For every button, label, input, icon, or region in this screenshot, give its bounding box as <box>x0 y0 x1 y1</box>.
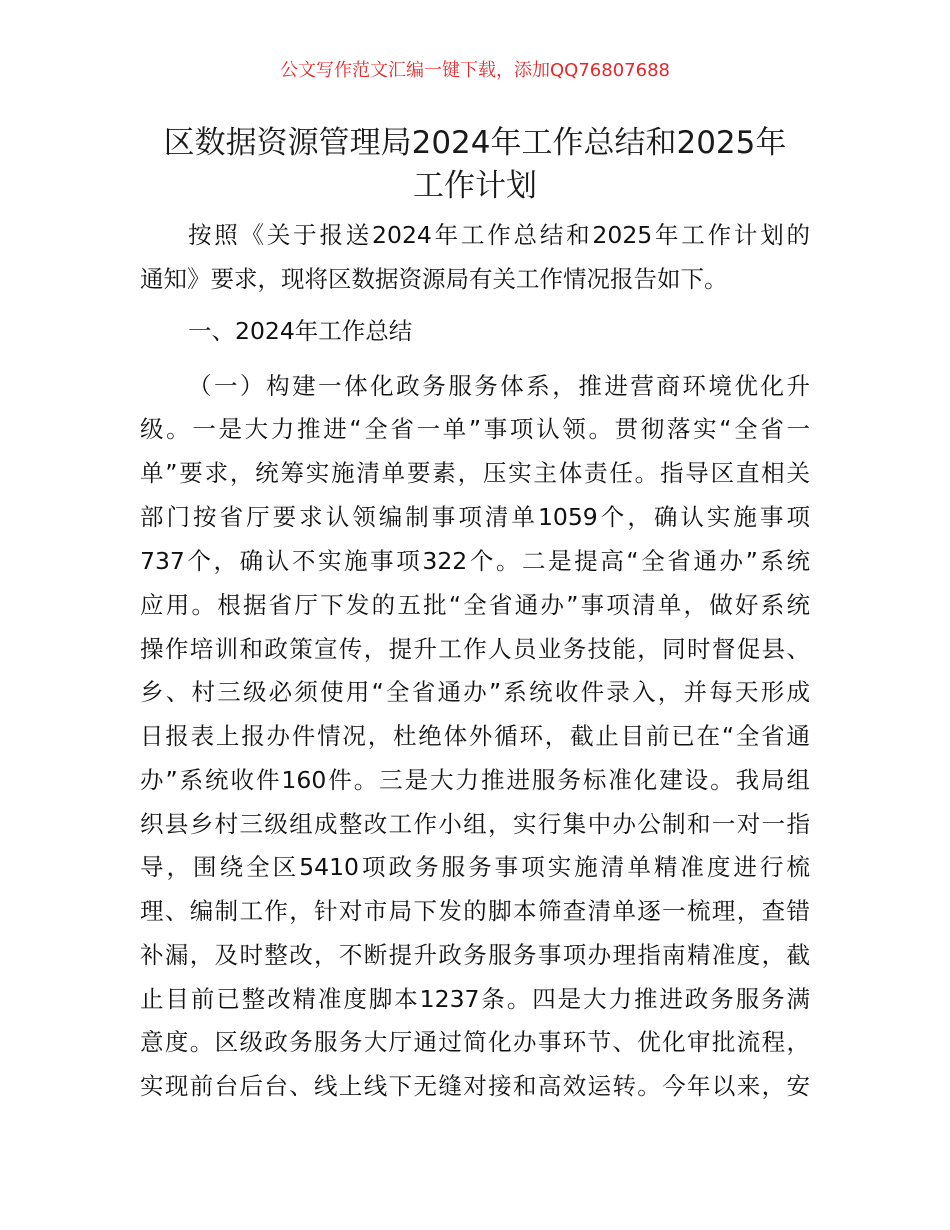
body-line: 乡、村三级必须使用“全省通办”系统收件录入，并每天形成 <box>140 678 810 706</box>
body-line: 办”系统收件160件。三是大力推进服务标准化建设。我局组 <box>140 766 810 794</box>
body-line: 补漏，及时整改，不断提升政务服务事项办理指南精准度，截 <box>140 941 810 969</box>
body-line: 单”要求，统筹实施清单要素，压实主体责任。指导区直相关 <box>140 459 810 487</box>
section-heading: 一、2024年工作总结 <box>188 317 413 345</box>
body-line: 意度。区级政务服务大厅通过简化办事环节、优化审批流程， <box>140 1028 810 1056</box>
body-line: 导，围绕全区5410项政务服务事项实施清单精准度进行梳 <box>140 853 810 881</box>
body-line: 实现前台后台、线上线下无缝对接和高效运转。今年以来，安 <box>140 1072 810 1100</box>
body-line: 理、编制工作，针对市局下发的脚本筛查清单逐一梳理，查错 <box>140 897 810 925</box>
body-line: 应用。根据省厅下发的五批“全省通办”事项清单，做好系统 <box>140 591 810 619</box>
document-title-line-1: 区数据资源管理局2024年工作总结和2025年 <box>163 125 787 161</box>
body-line: （一）构建一体化政务服务体系，推进营商环境优化升 <box>188 372 810 400</box>
document-title-line-2: 工作计划 <box>413 168 537 204</box>
body-line: 部门按省厅要求认领编制事项清单1059个，确认实施事项 <box>140 503 810 531</box>
body-line: 织县乡村三级组成整改工作小组，实行集中办公制和一对一指 <box>140 810 810 838</box>
body-line: 止目前已整改精准度脚本1237条。四是大力推进政务服务满 <box>140 985 810 1013</box>
body-line: 日报表上报办件情况，杜绝体外循环，截止目前已在“全省通 <box>140 722 810 750</box>
body-line: 级。一是大力推进“全省一单”事项认领。贯彻落实“全省一 <box>140 415 810 443</box>
body-line: 737个，确认不实施事项322个。二是提高“全省通办”系统 <box>140 547 810 575</box>
body-line: 操作培训和政策宣传，提升工作人员业务技能，同时督促县、 <box>140 635 810 663</box>
watermark-banner: 公文写作范文汇编一键下载，添加QQ76807688 <box>280 60 670 81</box>
intro-line-1: 按照《关于报送2024年工作总结和2025年工作计划的 <box>188 221 810 249</box>
intro-line-2: 通知》要求，现将区数据资源局有关工作情况报告如下。 <box>140 265 728 293</box>
